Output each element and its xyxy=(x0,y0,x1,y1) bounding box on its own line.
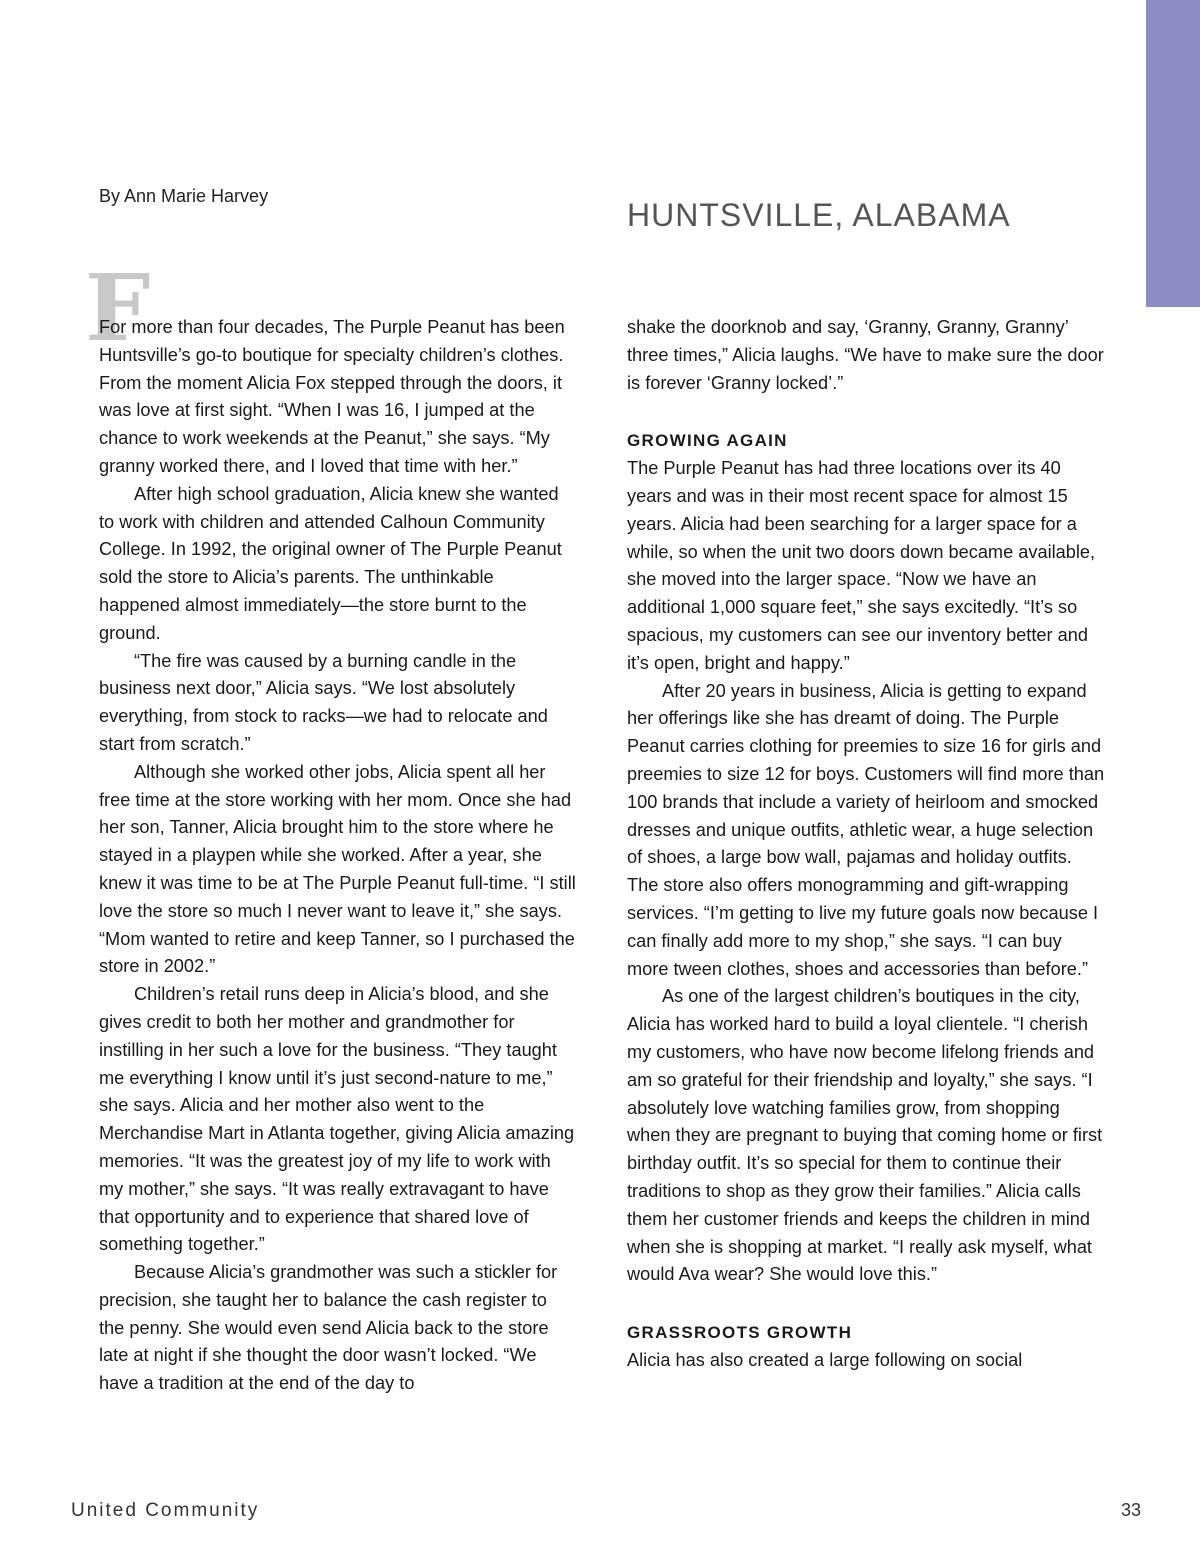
paragraph: shake the doorknob and say, ‘Granny, Granny, Granny’ three times,” Alicia laughs. “We have to make sure the door is forever ‘Granny locked’.” xyxy=(627,317,1104,393)
paragraph: After high school graduation, Alicia knew she wanted to work with children and attended Calhoun Community College. In 1992, the original owner of The Purple Peanut sold the store to Alicia’s parents. The unthinkable happened almost immediately—the store burnt to the ground. xyxy=(99,483,562,643)
section-color-tab xyxy=(1146,0,1200,307)
paragraph-text: For more than four decades, The Purple Peanut has been Huntsville’s go-to boutique for specialty children’s clothes. From the moment Alicia Fox stepped through the doors, it was love at first sight. “When I was 16, I jumped at the chance to work weekends at the Peanut,” she says. “My granny worked there, and I loved that time with her.” xyxy=(99,317,565,476)
article-column-right xyxy=(627,314,1105,1375)
paragraph xyxy=(99,314,577,481)
paragraph: After 20 years in business, Alicia is getting to expand her offerings like she has dreamt of doing. The Purple Peanut carries clothing for preemies to size 16 for girls and preemies to size 12 for boys. Customers will find more than 100 brands that include a variety of heirloom and smocked dresses and unique outfits, athletic wear, a huge selection of shoes, a large bow wall, pajamas and holiday outfits. The store also offers monogramming and gift-wrapping services. “I’m getting to live my future goals now because I can finally add more to my shop,” she says. “I can buy more tween clothes, shoes and accessories than before.” xyxy=(627,680,1105,979)
paragraph: Because Alicia’s grandmother was such a stickler for precision, she taught her to balance the cash register to the penny. She would even send Alicia back to the store late at night if she thought the door wasn’t locked. “We have a tradition at the end of the day to xyxy=(99,1262,558,1394)
section-heading-growing-again: GROWING AGAIN xyxy=(627,431,788,451)
paragraph: As one of the largest children’s boutiques in the city, Alicia has worked hard to build a loyal clientele. “I cherish my customers, who have now become lifelong friends and am so grateful for their friendship and loyalty,” she says. “I absolutely love watching families grow, from shopping when they are pregnant to buying that coming home or first birthday outfit. It’s so special for them to continue their traditions to shop as they grow their families.” Alicia calls them her customer friends and keeps the children in mind when she is shopping at market. “I really ask myself, what would Ava wear? She would love this.” xyxy=(627,986,1103,1285)
paragraph: The Purple Peanut has had three locations over its 40 years and was in their most recent space for almost 15 years. Alicia had been searching for a larger space for a while, so when the unit two doors down became available, she moved into the larger space. “Now we have an additional 1,000 square feet,” she says excitedly. “It’s so spacious, my customers can see our inventory better and it’s open, bright and happy.” xyxy=(627,458,1096,673)
paragraph: Alicia has also created a large following on social xyxy=(627,1349,1023,1370)
footer-publication: United Community xyxy=(71,1500,260,1521)
paragraph: Children’s retail runs deep in Alicia’s blood, and she gives credit to both her mother and grandmother for instilling in her such a love for the business. “They taught me everything I know until it’s just second-nature to me,” she says. Alicia and her mother also went to the Merchandise Mart in Atlanta together, giving Alicia amazing memories. “It was the greatest joy of my life to work with my mother,” she says. “It was really extravagant to have that opportunity and to experience that shared love of something together.” xyxy=(99,984,575,1255)
page-number: 33 xyxy=(1121,1500,1142,1520)
byline: By Ann Marie Harvey xyxy=(99,186,269,206)
paragraph: Although she worked other jobs, Alicia spent all her free time at the store working with her mom. Once she had her son, Tanner, Alicia brought him to the store where he stayed in a playpen while she worked. After a year, she knew it was time to be at The Purple Peanut full-time. “I still love the store so much I never want to leave it,” she says. “Mom wanted to retire and keep Tanner, so I purchased the store in 2002.” xyxy=(99,761,576,977)
article-column-left xyxy=(85,254,577,1398)
section-heading-grassroots-growth: GRASSROOTS GROWTH xyxy=(627,1323,853,1343)
location-title: HUNTSVILLE, ALABAMA xyxy=(627,197,1011,234)
drop-cap: F xyxy=(85,254,151,362)
paragraph: “The fire was caused by a burning candle in the business next door,” Alicia says. “We lost absolutely everything, from stock to racks—we had to relocate and start from scratch.” xyxy=(99,650,548,754)
